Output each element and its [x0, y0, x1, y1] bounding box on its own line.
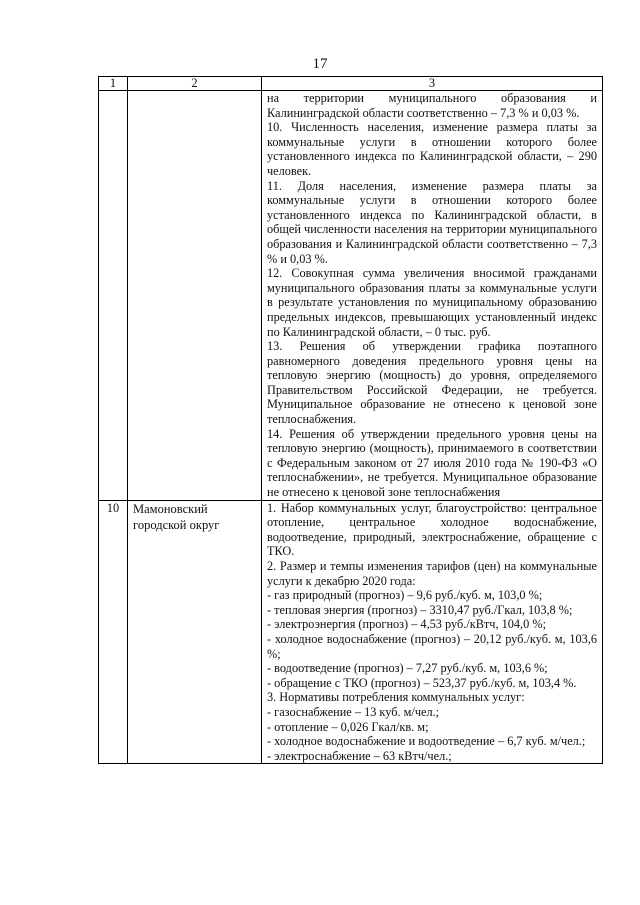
municipality-name: Мамоновский городской округ — [128, 500, 262, 764]
table-row — [99, 500, 603, 764]
row-content — [262, 500, 603, 764]
header-col-2: 2 — [128, 77, 262, 91]
paragraph: 1. Набор коммунальных услуг, благоустройство: центральное отопление, центральное холодное водоснабжение, водоотведение, природный, электроснабжение, обращение с ТКО. — [267, 500, 597, 559]
row-number: 10 — [99, 500, 128, 764]
paragraph: 10. Численность населения, изменение размера платы за коммунальные услуги в отношении которого более установленного индекса по Калининградской области, – 290 человек. — [267, 120, 597, 178]
paragraph: 12. Совокупная сумма увеличения вносимой гражданами муниципального образования платы за коммунальные услуги в результате установления по муниципальному образованию предельных индексов, превышающих установленный индекс по Калининградской области, – 0 тыс. руб. — [267, 266, 597, 339]
row-number — [99, 91, 128, 501]
document-table — [98, 76, 603, 764]
paragraph: - газоснабжение – 13 куб. м/чел.; — [267, 704, 440, 719]
paragraph: - электроснабжение – 63 кВтч/чел.; — [267, 748, 452, 763]
paragraph: 3. Нормативы потребления коммунальных услуг: — [267, 690, 525, 705]
paragraph: - холодное водоснабжение (прогноз) – 20,12 руб./куб. м, 103,6 %; — [267, 631, 597, 661]
table-header-row — [99, 77, 603, 91]
row-content — [262, 91, 603, 501]
paragraph: - газ природный (прогноз) – 9,6 руб./куб. м, 103,0 %; — [267, 588, 543, 603]
paragraph: на территории муниципального образования и Калининградской области соответственно – 7,3 % и 0,03 %. — [267, 91, 597, 120]
paragraph: 14. Решения об утверждении предельного уровня цены на тепловую энергию (мощность), принимаемого в соответствии с Федеральным законом от 27 июля 2010 года № 190-ФЗ «О теплоснабжении», не требуется. Муниципальное образование не отнесено к ценовой зоне теплоснабжения — [267, 426, 597, 500]
paragraph: - холодное водоснабжение и водоотведение – 6,7 куб. м/чел.; — [267, 734, 586, 749]
header-col-3: 3 — [262, 77, 603, 91]
paragraph: - отопление – 0,026 Гкал/кв. м; — [267, 719, 429, 734]
page-number: 17 — [312, 56, 328, 72]
paragraph: 11. Доля населения, изменение размера платы за коммунальные услуги в отношении которого более установленного индекса по Калининградской области, в общей численности населения на территории муниципального образования и Калининградской области соответственно – 7,3 % и 0,03 %. — [267, 178, 597, 266]
paragraph: - электроэнергия (прогноз) – 4,53 руб./кВтч, 104,0 %; — [267, 617, 547, 632]
paragraph: 13. Решения об утверждении графика поэтапного равномерного доведения предельного уровня цены на тепловую энергию (мощность) до уровня, определяемого Правительством Российской Федерации, не требуется. Муниципальное образование не отнесено к ценовой зоне теплоснабжения. — [267, 339, 597, 427]
paragraph: 2. Размер и темпы изменения тарифов (цен) на коммунальные услуги к декабрю 2020 года: — [267, 559, 597, 588]
paragraph: - обращение с ТКО (прогноз) – 523,37 руб./куб. м, 103,4 %. — [267, 675, 577, 690]
header-col-1: 1 — [99, 77, 128, 91]
paragraph: - тепловая энергия (прогноз) – 3310,47 руб./Гкал, 103,8 %; — [267, 602, 573, 617]
municipality-name — [128, 91, 262, 501]
paragraph: - водоотведение (прогноз) – 7,27 руб./куб. м, 103,6 %; — [267, 661, 548, 676]
table-row — [99, 91, 603, 501]
